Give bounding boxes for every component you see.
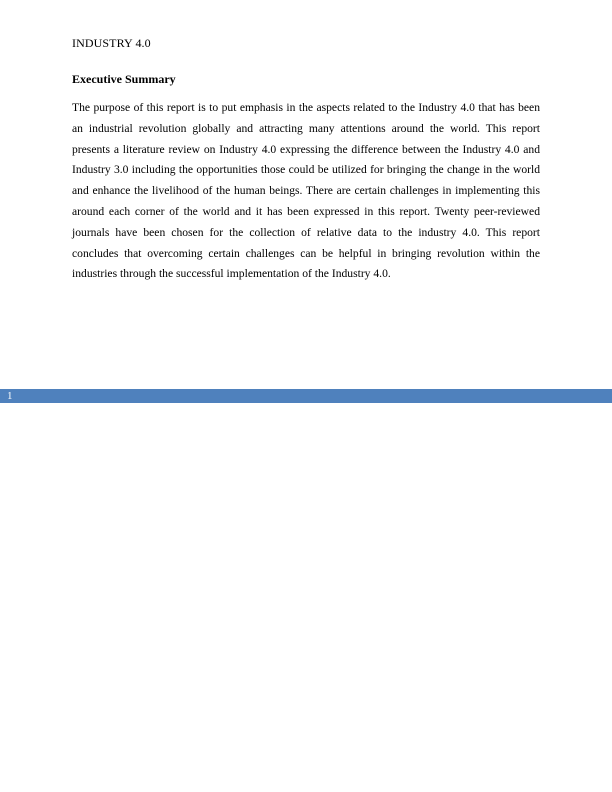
- body-paragraph: The purpose of this report is to put emphasis in the aspects related to the Industry 4.0 that has been an industrial revolution globally and attracting many attentions around the world. This report presents a literature review on Industry 4.0 expressing the difference between the Industry 4.0 and Industry 3.0 including the opportunities those could be utilized for bringing the change in the world and enhance the livelihood of the human beings. There are certain challenges in implementing this around each corner of the world and it has been expressed in this report. Twenty peer-reviewed journals have been chosen for the collection of relative data to the industry 4.0. This report concludes that overcoming certain challenges can be helpful in bringing revolution within the industries through the successful implementation of the Industry 4.0.: [72, 101, 540, 281]
- running-header-title: INDUSTRY 4.0: [72, 36, 151, 50]
- section-heading: Executive Summary: [72, 72, 176, 86]
- page-number: 1: [7, 390, 13, 402]
- page-footer-bar: [0, 389, 612, 403]
